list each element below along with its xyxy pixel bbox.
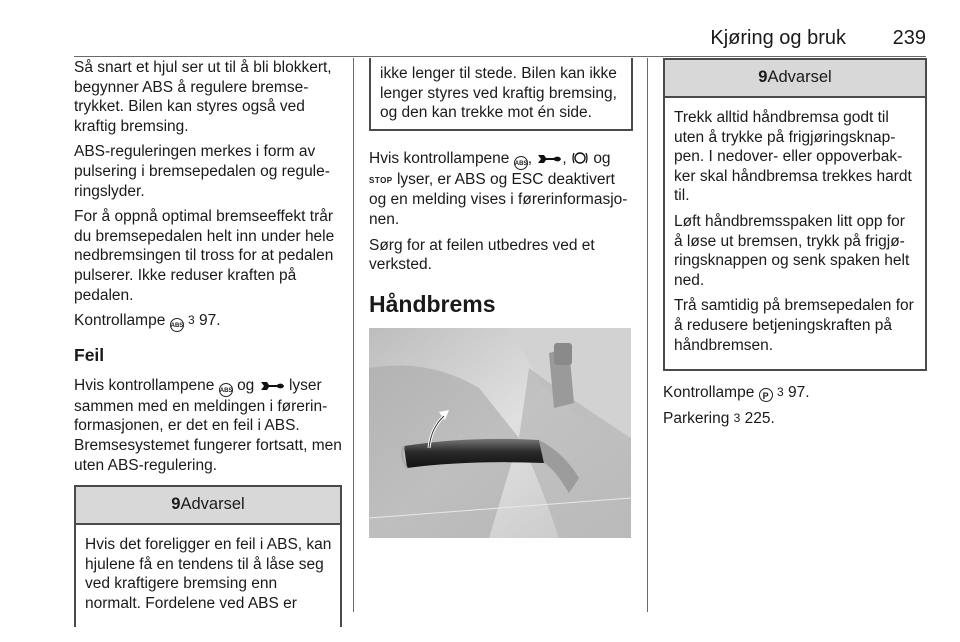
page-reference: 225. <box>744 409 775 427</box>
page-number: 239 <box>892 27 926 49</box>
paragraph: Hvis kontrollampene ABS, , og STOP lyser, er ABS og ESC deaktivert og en melding vises i førerinformasjo-nen. <box>369 149 628 228</box>
stop-icon: STOP <box>369 175 393 185</box>
page-reference-icon: 3 <box>733 410 741 425</box>
parking-brake-icon: P <box>759 388 773 402</box>
abs-warning-icon: ABS <box>170 318 184 332</box>
paragraph-text: Parkering <box>663 409 730 427</box>
page-reference-icon: 3 <box>776 385 784 400</box>
paragraph-text: Kontrollampe <box>663 384 755 402</box>
warning-triangle-icon: 9 <box>758 68 768 87</box>
paragraph-text: Hvis kontrollampene <box>369 149 510 167</box>
warning-box-continued <box>369 58 633 131</box>
page-header <box>74 0 926 57</box>
column-middle <box>369 58 633 538</box>
paragraph-text: og <box>593 149 611 167</box>
paragraph: ABS-reguleringen merkes i form av pulsering i bremsepedalen og regule-ringslyder. <box>74 143 330 200</box>
page-reference: 97. <box>787 384 810 402</box>
section-heading: Feil <box>74 345 105 366</box>
paragraph-text: Hvis kontrollampene <box>74 376 215 394</box>
warning-title: Advarsel <box>767 68 832 87</box>
warning-text: Trå samtidig på bremsepedalen for å redusere betjeningskraften på håndbremsen. <box>674 297 914 354</box>
paragraph <box>74 311 342 332</box>
page-reference: 97. <box>198 312 221 330</box>
chapter-title: Kjøring og bruk <box>710 27 846 49</box>
abs-warning-icon: ABS <box>514 156 528 170</box>
paragraph: Sørg for at feilen utbedres ved et verksted. <box>369 236 595 274</box>
column-divider <box>647 58 648 612</box>
paragraph-text: lyser, er ABS og ESC deaktivert og en melding vises i førerinformasjo-nen. <box>369 170 628 228</box>
abs-warning-icon: ABS <box>219 383 233 397</box>
warning-header <box>665 60 925 98</box>
warning-triangle-icon: 9 <box>171 495 181 514</box>
paragraph-text: og <box>237 376 255 394</box>
paragraph <box>663 383 927 403</box>
warning-text: Trekk alltid håndbremsa godt til uten å trykke på frigjøringsknap-pen. I nedover- eller oppoverbak-ker skal håndbremsa trekkes hardt til. <box>674 109 912 205</box>
warning-title: Advarsel <box>180 495 245 514</box>
column-divider <box>353 58 354 612</box>
warning-box <box>663 58 927 371</box>
warning-text: ikke lenger til stede. Bilen kan ikke lenger styres ved kraftig bremsing, og den kan trekke mot én side. <box>380 65 617 122</box>
wrench-icon <box>536 152 562 166</box>
warning-header <box>76 487 340 525</box>
column-right <box>663 58 927 434</box>
section-heading: Håndbrems <box>369 290 496 317</box>
warning-box <box>74 485 342 627</box>
warning-text: Hvis det foreligger en feil i ABS, kan hjulene få en tendens til å låse seg ved kraftigere bremsing enn normalt. Fordelene ved ABS er <box>85 536 332 612</box>
esc-off-icon <box>571 151 589 165</box>
paragraph <box>74 376 342 475</box>
page-reference-icon: 3 <box>187 313 195 328</box>
column-left <box>74 58 342 627</box>
paragraph <box>663 409 927 429</box>
paragraph: Så snart et hjul ser ut til å bli blokkert, begynner ABS å regulere bremse-trykket. Bilen kan styres også ved kraftig bremsing. <box>74 59 332 135</box>
warning-text: Løft håndbremsspaken litt opp for å løse ut bremsen, trykk på frigjø-ringsknappen og senk spaken helt ned. <box>674 212 910 289</box>
wrench-icon <box>259 379 285 393</box>
paragraph-text: Kontrollampe <box>74 312 166 330</box>
handbrake-illustration <box>369 328 631 538</box>
paragraph-text: lyser sammen med en meldingen i førerin-formasjonen, er det en feil i ABS. Bremsesystemet fungerer fortsatt, men uten ABS-regulering. <box>74 376 342 474</box>
paragraph: For å oppnå optimal bremseeffekt trår du bremsepedalen helt inn under hele nedbremsingen til tross for at pedalen pulserer. Ikke reduser kraften på pedalen. <box>74 208 335 304</box>
